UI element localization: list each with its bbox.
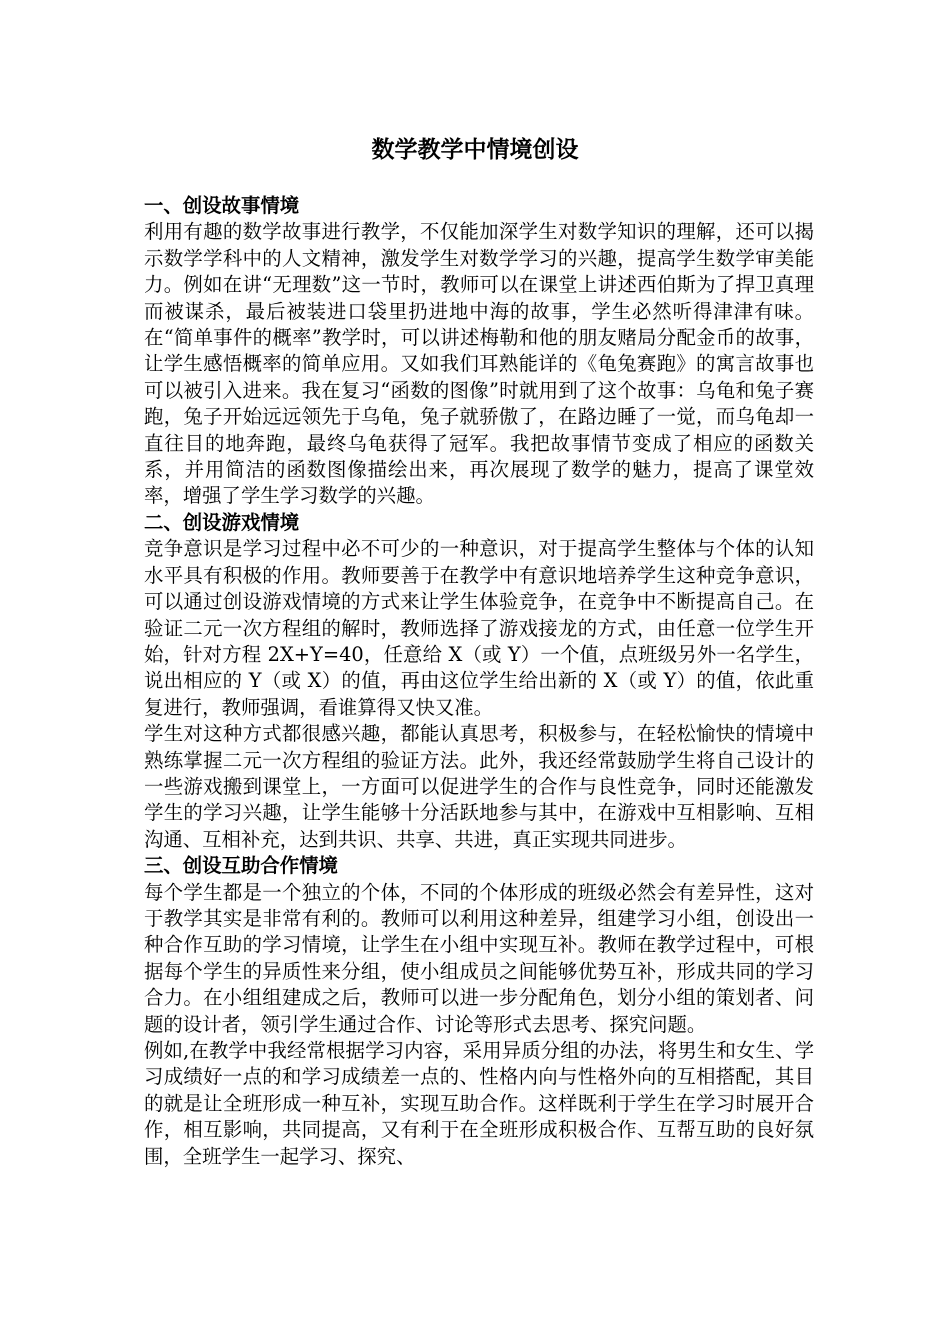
paragraph: 竞争意识是学习过程中必不可少的一种意识，对于提高学生整体与个体的认知水平具有积极的作用。教师要善于在教学中有意识地培养学生这种竞争意识，可以通过创设游戏情境的方式来让学生体验竞争，在竞争中不断提高自己。在验证二元一次方程组的解时，教师选择了游戏接龙的方式，由任意一位学生开始，针对方程 2X+Y=40，任意给 X（或 Y）一个值，点班级另外一名学生，说出相应的 Y（或 X）的值，再由这位学生给出新的 X（或 Y）的值，依此重复进行，教师强调，看谁算得又快又准。 <box>144 537 814 719</box>
section-heading: 一、创设故事情境 <box>144 194 300 217</box>
paragraph: 利用有趣的数学故事进行教学，不仅能加深学生对数学知识的理解，还可以揭示数学学科中的人文精神，激发学生对数学学习的兴趣，提高学生数学审美能力。例如在讲“无理数”这一节时，教师可以在课堂上讲述西伯斯为了捍卫真理而被谋杀，最后被装进口袋里扔进地中海的故事，学生必然听得津津有味。在“简单事件的概率”教学时，可以讲述梅勒和他的朋友赌局分配金币的故事，让学生感悟概率的简单应用。又如我们耳熟能详的《龟兔赛跑》的寓言故事也可以被引入进来。我在复习“函数的图像”时就用到了这个故事：乌龟和兔子赛跑，兔子开始远远领先于乌龟，兔子就骄傲了，在路边睡了一觉，而乌龟却一直往目的地奔跑，最终乌龟获得了冠军。我把故事情节变成了相应的函数关系，并用简洁的函数图像描绘出来，再次展现了数学的魅力，提高了课堂效率，增强了学生学习数学的兴趣。 <box>144 220 814 508</box>
paragraph: 学生对这种方式都很感兴趣，都能认真思考，积极参与，在轻松愉快的情境中熟练掌握二元一次方程组的验证方法。此外，我还经常鼓励学生将自己设计的一些游戏搬到课堂上，一方面可以促进学生的合作与良性竞争，同时还能激发学生的学习兴趣，让学生能够十分活跃地参与其中，在游戏中互相影响、互相沟通、互相补充，达到共识、共享、共进，真正实现共同进步。 <box>144 722 814 851</box>
section-cooperation <box>144 853 814 1170</box>
document-body <box>144 193 814 1170</box>
paragraph: 每个学生都是一个独立的个体，不同的个体形成的班级必然会有差异性，这对于教学其实是非常有利的。教师可以利用这种差异，组建学习小组，创设出一种合作互助的学习情境，让学生在小组中实现互补。教师在教学过程中，可根据每个学生的异质性来分组，使小组成员之间能够优势互补，形成共同的学习合力。在小组组建成之后，教师可以进一步分配角色，划分小组的策划者、问题的设计者，领引学生通过合作、讨论等形式去思考、探究问题。 <box>144 880 814 1036</box>
section-heading: 三、创设互助合作情境 <box>144 854 338 878</box>
section-story <box>144 193 814 510</box>
section-heading: 二、创设游戏情境 <box>144 510 300 534</box>
section-game <box>144 510 814 853</box>
paragraph: 例如,在教学中我经常根据学习内容，采用异质分组的办法，将男生和女生、学习成绩好一点的和学习成绩差一点的、性格内向与性格外向的互相搭配，其目的就是让全班形成一种互补，实现互助合作。这样既利于学生在学习时展开合作，相互影响，共同提高，又有利于在全班形成积极合作、互帮互助的良好氛围，全班学生一起学习、探究、 <box>144 1039 814 1168</box>
document-title: 数学教学中情境创设 <box>371 136 579 163</box>
